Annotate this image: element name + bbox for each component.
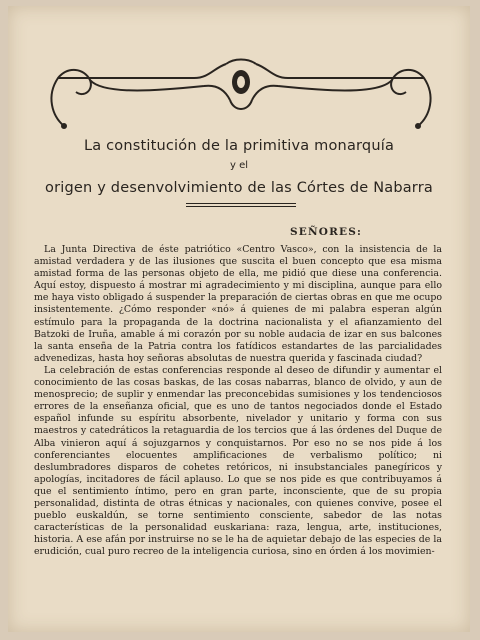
title-line-1: La constitución de la primitiva monarquía (83, 138, 395, 154)
paragraph: La Junta Directiva de éste patriótico «Centro Vasco», con la insistencia de la amistad verdadera y de las ilusiones que suscita el buen concepto que esa misma amistad forma de las personas objeto de ella, me pidió que diese una conferencia. Aquí estoy, dispuesto á mostrar mi agradecimiento y mi disciplina, aunque para ello me haya visto obligado á suspender la preparación de ciertas obras en que me ocupo insistentemente. ¿Cómo responder «nó» á quienes de mi palabra esperan algún estímulo para la propaganda de la doctrina nacionalista y el afianzamiento del Batzoki de Iruña, amable á mi corazón por su noble audacia de izar en sus balcones la santa enseña de la Patria contra los fatídicos estandartes de las parcialidades advenedizas, hasta hoy señoras absolutas de nuestra querida y fascinada ciudad? (34, 244, 442, 364)
title-underline (186, 206, 296, 207)
title-line-2: origen y desenvolvimiento de las Córtes de Nabarra (45, 180, 433, 196)
body-text (34, 244, 442, 558)
title-conjunction: y el (229, 160, 249, 171)
salutation: SEÑORES: (290, 226, 363, 238)
art-nouveau-header-ornament (44, 56, 438, 134)
paragraph: La celebración de estas conferencias responde al deseo de difundir y aumentar el conocimiento de las cosas baskas, de las cosas nabarras, blanco de olvido, y aun de menosprecio; de suplir y enmendar las preconcebidas sumisiones y los tendenciosos errores de la enseñanza oficial, que es uno de tantos negociados donde el Estado español infunde su espíritu absorbente, nivelador y unitario y forma con sus maestros y catedráticos la retaguardia de los tercios que á las órdenes del Duque de Alba vinieron aquí á sojuzgarnos y conquistarnos. Por eso no se nos pide á los conferenciantes elocuentes amplificaciones de verbalismo político; ni deslumbradores disparos de cohetes retóricos, ni insubstanciales panegíricos y apologías, incitadores de fácil aplauso. Lo que se nos pide es que contribuyamos á que el sentimiento íntimo, pero en gran parte, inconsciente, que de su propia personalidad, distinta de otras étnicas y nacionales, con quienes convive, posee el pueblo euskaldún, se torne sentimiento consciente, sabedor de las notas características de la personalidad euskariana: raza, lengua, arte, instituciones, historia. A ese afán por instruirse no se le ha de aquietar debajo de las especies de la erudición, cual puro recreo de la inteligencia curiosa, sino en órden á los movimien- (34, 364, 442, 558)
title-underline (186, 203, 296, 204)
document-page (8, 6, 470, 632)
